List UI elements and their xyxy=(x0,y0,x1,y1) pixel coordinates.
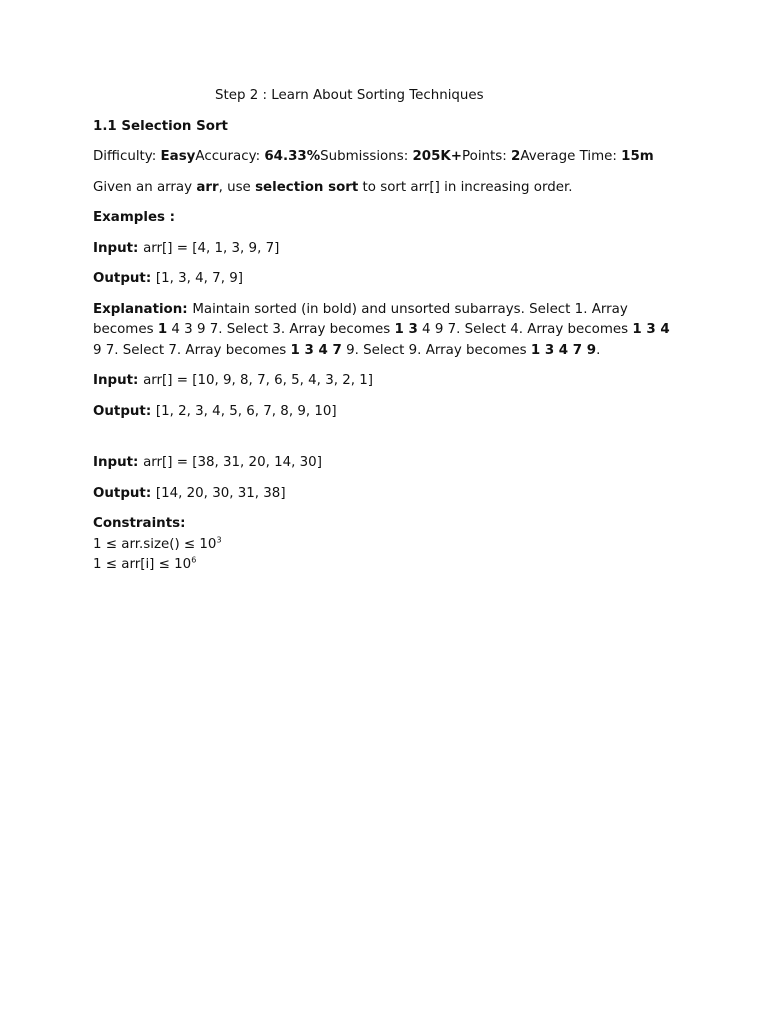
problem-title: 1.1 Selection Sort xyxy=(93,118,228,134)
constraint-array-size xyxy=(93,535,678,556)
explanation-bold: 1 3 xyxy=(394,322,418,337)
submissions-value: 205K+ xyxy=(412,149,463,164)
problem-description xyxy=(93,178,678,199)
constraint-text: 1 ≤ arr.size() ≤ 10 xyxy=(93,536,217,552)
constraint-exponent: 3 xyxy=(216,535,222,545)
difficulty-value: Easy xyxy=(160,149,196,164)
constraint-text: 1 ≤ arr[i] ≤ 10 xyxy=(93,557,192,572)
input-label: Input: xyxy=(93,240,144,256)
examples-heading: Examples : xyxy=(93,210,176,225)
submissions-label: Submissions: xyxy=(320,149,413,164)
constraint-exponent: 6 xyxy=(191,555,197,565)
example-3-input xyxy=(93,453,678,474)
description-bold-arr: arr xyxy=(196,179,219,195)
input-label: Input: xyxy=(93,373,144,388)
description-text: , use xyxy=(218,179,256,195)
points-label: Points: xyxy=(462,149,512,164)
example-2-input xyxy=(93,371,678,392)
output-label: Output: xyxy=(93,485,156,501)
explanation-bold: 1 3 4 7 xyxy=(290,342,342,358)
accuracy-label: Accuracy: xyxy=(195,149,265,164)
problem-meta xyxy=(93,147,678,168)
description-text: to sort arr[] in increasing order. xyxy=(358,179,573,195)
avg-time-label: Average Time: xyxy=(520,149,622,164)
output-value: [1, 2, 3, 4, 5, 6, 7, 8, 9, 10] xyxy=(155,403,337,419)
explanation-bold: 1 3 4 xyxy=(632,322,670,337)
output-value: [14, 20, 30, 31, 38] xyxy=(155,485,286,501)
output-label: Output: xyxy=(93,403,156,419)
avg-time-value: 15m xyxy=(621,149,654,164)
difficulty-label: Difficulty: xyxy=(93,149,161,164)
output-label: Output: xyxy=(93,271,156,286)
example-3-output xyxy=(93,484,678,505)
description-text: Given an array xyxy=(93,179,197,195)
constraints-heading: Constraints: xyxy=(93,516,186,531)
example-2-output xyxy=(93,402,678,423)
explanation-text: 9. Select 9. Array becomes xyxy=(341,342,531,358)
input-value: arr[] = [38, 31, 20, 14, 30] xyxy=(143,455,322,470)
explanation-text: 9 7. Select 7. Array becomes xyxy=(93,342,291,358)
example-1-output xyxy=(93,269,678,290)
description-bold-selection-sort: selection sort xyxy=(255,179,359,195)
example-1-input xyxy=(93,239,678,260)
output-value: [1, 3, 4, 7, 9] xyxy=(155,271,243,286)
explanation-label: Explanation: xyxy=(93,301,193,317)
points-value: 2 xyxy=(511,149,521,164)
constraint-element-value xyxy=(93,555,678,576)
accuracy-value: 64.33% xyxy=(264,149,321,164)
document-page xyxy=(93,86,678,576)
example-1-explanation xyxy=(93,300,678,362)
explanation-text: 4 9 7. Select 4. Array becomes xyxy=(417,322,633,337)
explanation-text: Maintain sorted (in bold) and unsorted subarrays. Select 1. Array becomes xyxy=(93,301,628,337)
input-value: arr[] = [4, 1, 3, 9, 7] xyxy=(143,240,280,256)
input-label: Input: xyxy=(93,455,144,470)
explanation-bold: 1 xyxy=(157,322,168,337)
constraints-section xyxy=(93,514,678,576)
step-heading: Step 2 : Learn About Sorting Techniques xyxy=(215,88,484,103)
explanation-text: . xyxy=(596,342,601,358)
blank-line xyxy=(93,432,678,453)
explanation-text: 4 3 9 7. Select 3. Array becomes xyxy=(167,322,395,337)
explanation-bold: 1 3 4 7 9 xyxy=(530,342,597,358)
input-value: arr[] = [10, 9, 8, 7, 6, 5, 4, 3, 2, 1] xyxy=(143,373,374,388)
